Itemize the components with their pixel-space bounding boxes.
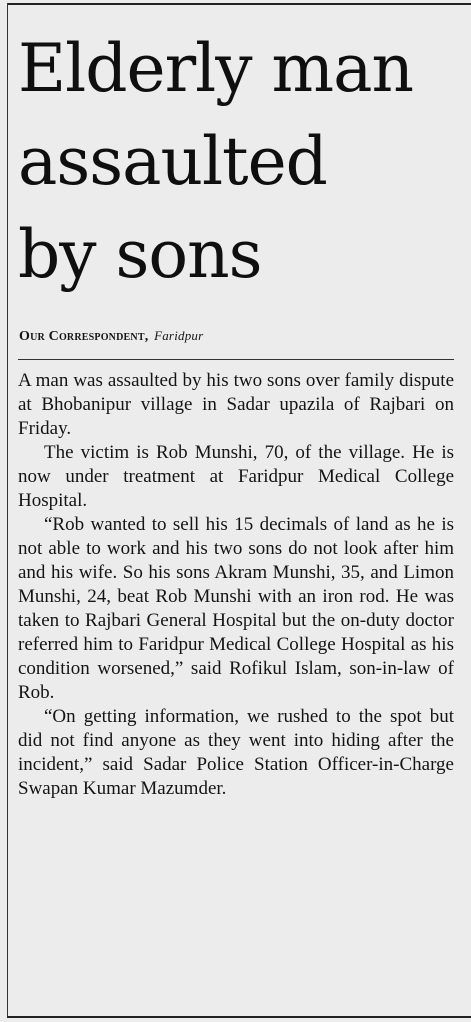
top-rule [7,3,471,5]
paragraph-4: “On getting information, we rushed to the spot but did not find anyone as they went into hiding after the incident,” said Sadar Police Station Officer-in-Charge Swapan Kumar Mazumder. [18,706,454,799]
headline [18,22,468,301]
byline-rule [18,359,454,360]
paragraph-2: The victim is Rob Munshi, 70, of the village. He is now under treatment at Faridpur Medical College Hospital. [18,442,454,511]
bottom-rule [7,1016,471,1018]
byline [19,328,203,345]
byline-location: Faridpur [154,328,204,343]
left-rule [7,3,8,1017]
paragraph-3: “Rob wanted to sell his 15 decimals of land as he is not able to work and his two sons do not look after him and his wife. So his sons Akram Munshi, 35, and Limon Munshi, 24, beat Rob Munshi with an iron rod. He was taken to Rajbari General Hospital but the on-duty doctor referred him to Faridpur Medical College Hospital as his condition worsened,” said Rofikul Islam, son-in-law of Rob. [18,514,454,703]
headline-line-1: Elderly man [18,30,413,107]
article-body [18,369,454,801]
paragraph-1: A man was assaulted by his two sons over family dispute at Bhobanipur village in Sadar upazila of Rajbari on Friday. [18,370,454,439]
headline-line-2: assaulted [18,123,327,200]
byline-correspondent: Our Correspondent, [19,329,149,344]
headline-line-3: by sons [18,216,262,293]
